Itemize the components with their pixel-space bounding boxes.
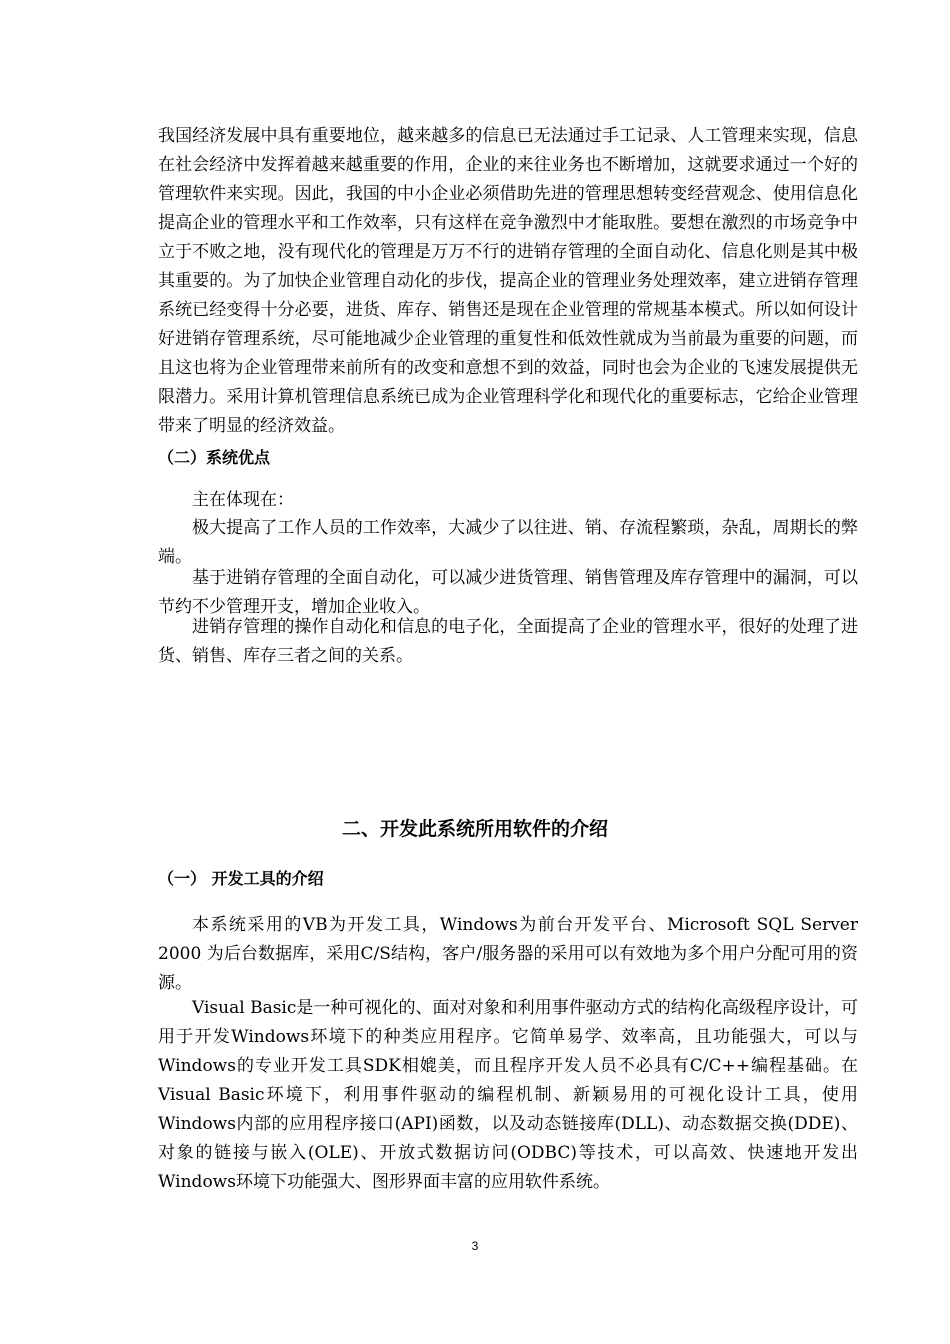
advantages-lead: 主在体现在：	[192, 490, 294, 510]
advantage-point-1: 极大提高了工作人员的工作效率，大减少了以往进、销、存流程繁琐，杂乱，周期长的弊端。	[158, 518, 858, 567]
chapter-title: 二、开发此系统所用软件的介绍	[341, 818, 608, 840]
tools-paragraph-1: 本系统采用的VB为开发工具，Windows为前台开发平台、Microsoft SQL Server 2000 为后台数据库，采用C/S结构，客户/服务器的采用可以有效地为多个用户分配可用的资源。	[158, 915, 858, 993]
section-heading-advantages: （二）系统优点	[158, 448, 271, 467]
page-number: 3	[471, 1239, 479, 1253]
advantage-point-2: 基于进销存管理的全面自动化，可以减少进货管理、销售管理及库存管理中的漏洞，可以节约不少管理开支，增加企业收入。	[158, 568, 858, 617]
intro-paragraph: 我国经济发展中具有重要地位，越来越多的信息已无法通过手工记录、人工管理来实现，信息在社会经济中发挥着越来越重要的作用，企业的来往业务也不断增加，这就要求通过一个好的管理软件来实现。因此，我国的中小企业必须借助先进的管理思想转变经营观念、使用信息化提高企业的管理水平和工作效率，只有这样在竞争激烈中才能取胜。要想在激烈的市场竞争中立于不败之地，没有现代化的管理是万万不行的进销存管理的全面自动化、信息化则是其中极其重要的。为了加快企业管理自动化的步伐，提高企业的管理业务处理效率，建立进销存管理系统已经变得十分必要，进货、库存、销售还是现在企业管理的常规基本模式。所以如何设计好进销存管理系统，尽可能地减少企业管理的重复性和低效性就成为当前最为重要的问题，而且这也将为企业管理带来前所有的改变和意想不到的效益，同时也会为企业的飞速发展提供无限潜力。采用计算机管理信息系统已成为企业管理科学化和现代化的重要标志，它给企业管理带来了明显的经济效益。	[158, 126, 858, 436]
advantage-point-3: 进销存管理的操作自动化和信息的电子化，全面提高了企业的管理水平，很好的处理了进货、销售、库存三者之间的关系。	[158, 617, 858, 666]
tools-paragraph-2: Visual Basic是一种可视化的、面对对象和利用事件驱动方式的结构化高级程序设计，可用于开发Windows环境下的种类应用程序。它简单易学、效率高，且功能强大，可以与Windows的专业开发工具SDK相媲美，而且程序开发人员不必具有C/C++编程基础。在Visual Basic环境下，利用事件驱动的编程机制、新颖易用的可视化设计工具，使用Windows内部的应用程序接口(API)函数，以及动态链接库(DLL)、动态数据交换(DDE)、对象的链接与嵌入(OLE)、开放式数据访问(ODBC)等技术，可以高效、快速地开发出Windows环境下功能强大、图形界面丰富的应用软件系统。	[158, 998, 858, 1192]
section-heading-tools: （一） 开发工具的介绍	[158, 869, 324, 888]
